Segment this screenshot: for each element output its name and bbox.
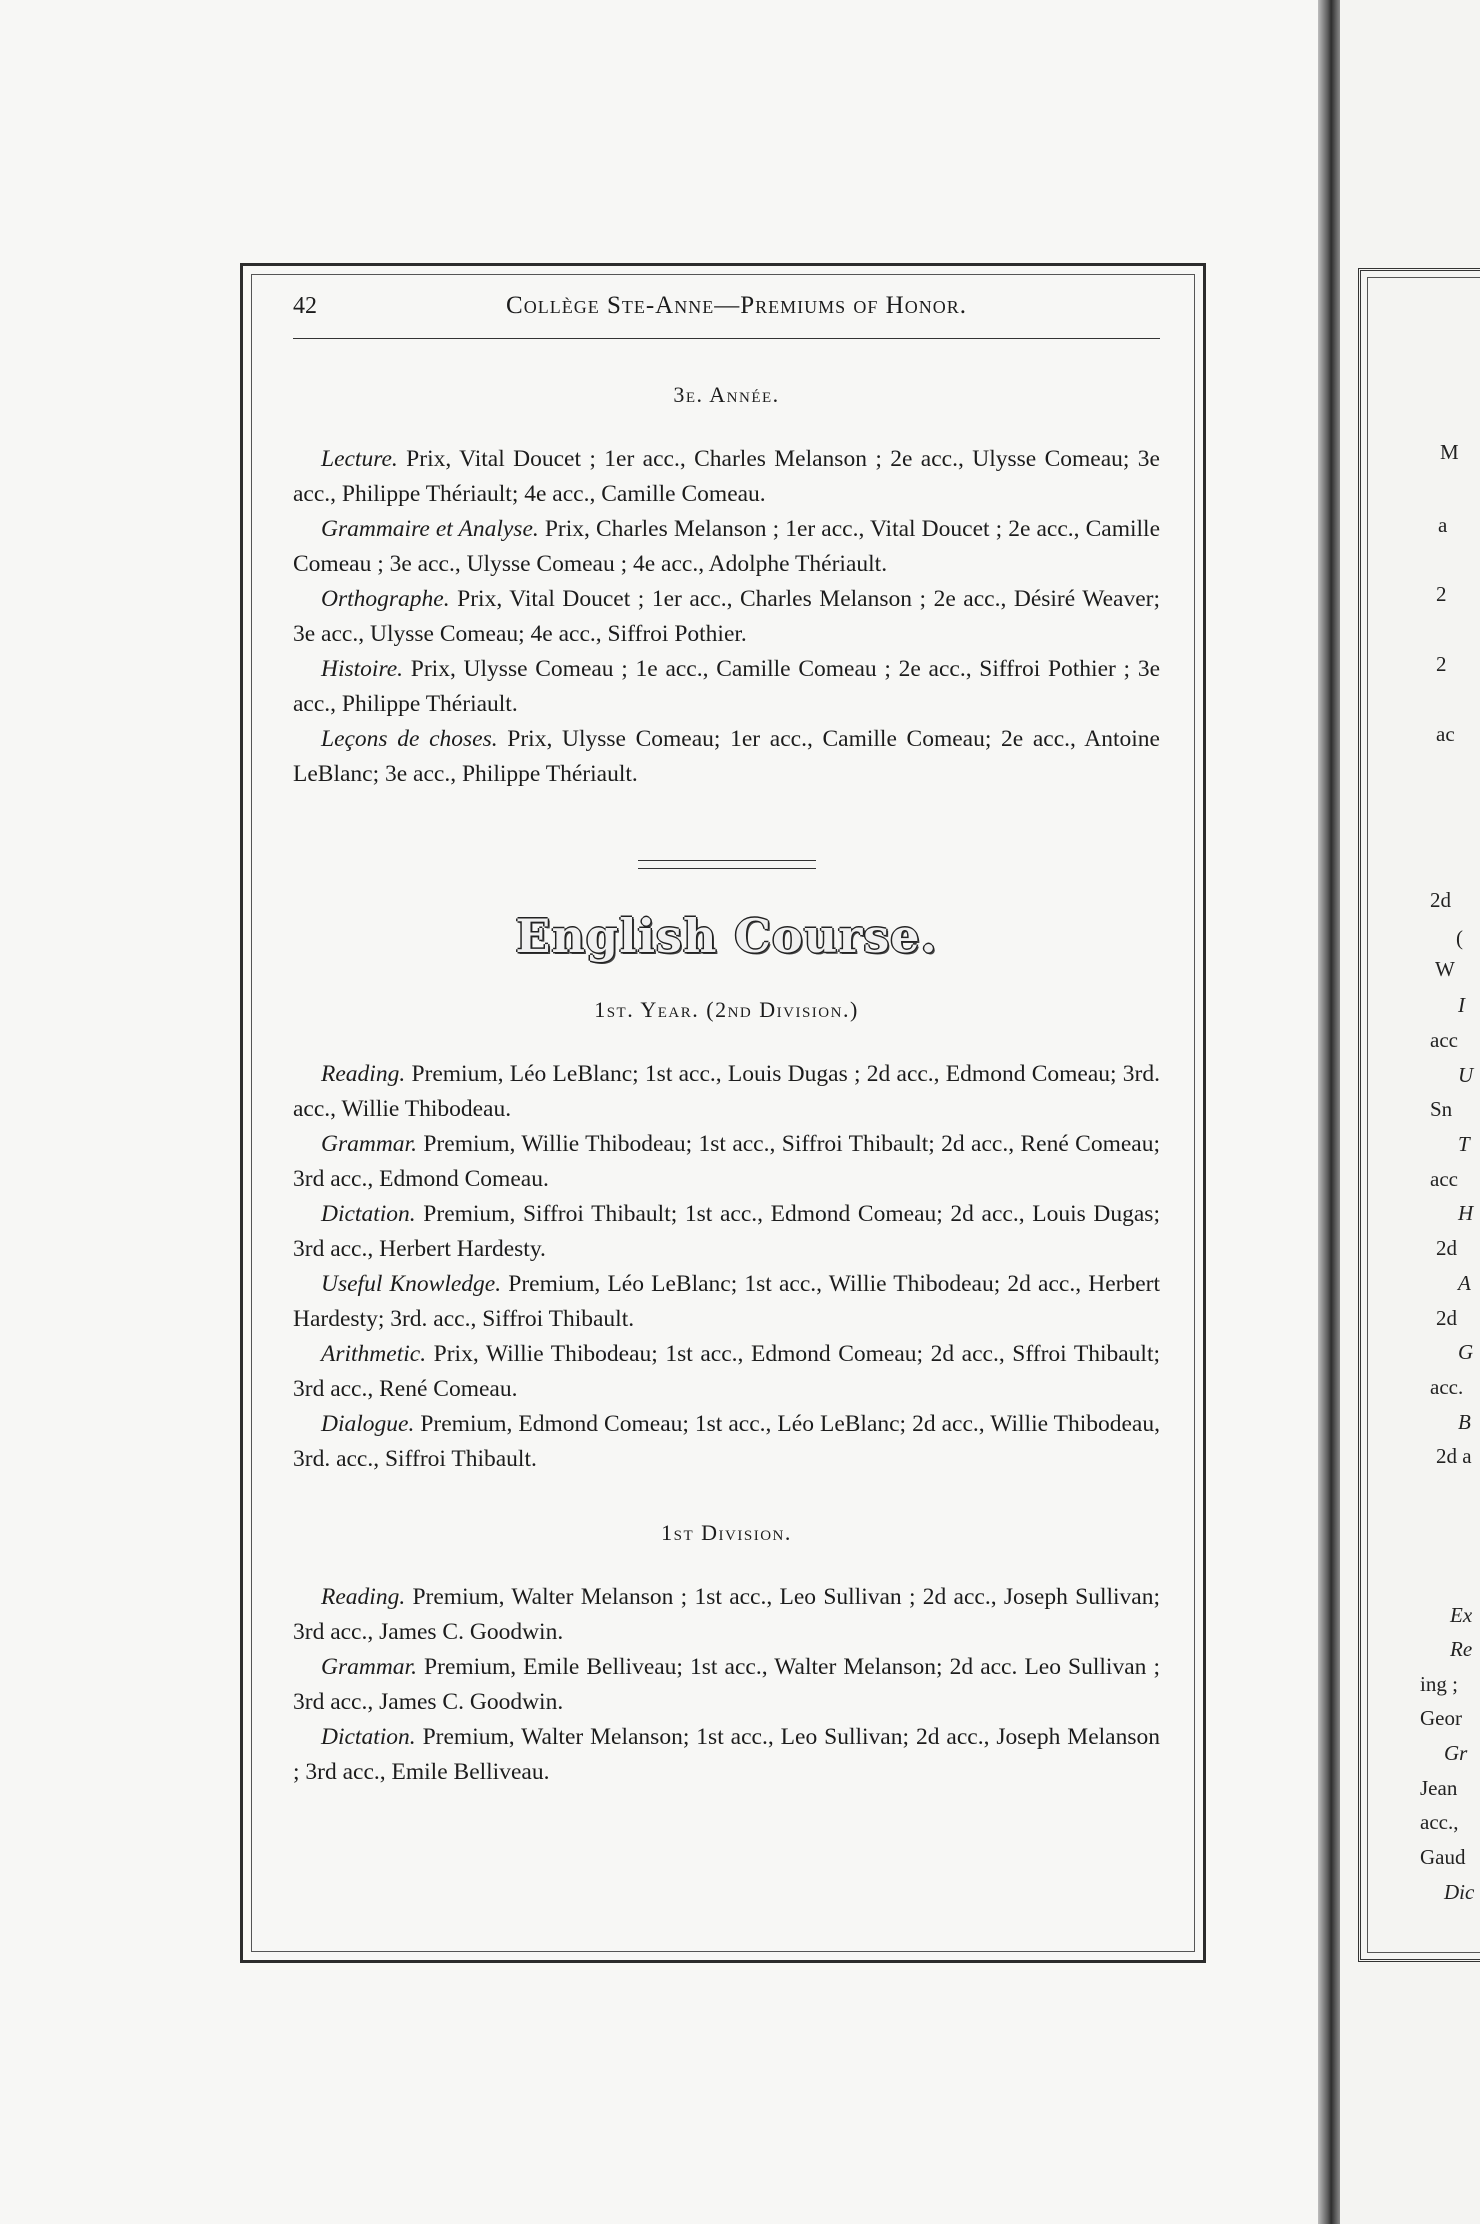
subject-label: Leçons de choses.	[321, 726, 498, 752]
prize-text: Prix, Willie Thibodeau; 1st acc., Edmond Comeau; 2d acc., Sffroi Thibault; 3rd acc., René Comeau.	[293, 1341, 1160, 1402]
facing-fragment: Gr	[1444, 1741, 1468, 1765]
subject-label: Useful Knowledge.	[321, 1271, 502, 1297]
facing-fragment: T	[1458, 1132, 1470, 1156]
facing-fragment: A	[1458, 1271, 1471, 1295]
prize-entry	[293, 1057, 1160, 1127]
facing-fragment: 2	[1436, 582, 1447, 606]
prize-entry	[293, 512, 1160, 582]
facing-fragment: Dic	[1444, 1880, 1475, 1904]
facing-fragment: acc.,	[1420, 1810, 1459, 1834]
page-content	[293, 288, 1160, 1790]
prize-text: Prix, Charles Melanson ; 1er acc., Vital Doucet ; 2e acc., Camille Comeau ; 3e acc., Ulysse Comeau ; 4e acc., Adolphe Thériault.	[293, 516, 1161, 577]
facing-fragment: U	[1458, 1063, 1474, 1087]
subject-label: Reading.	[321, 1061, 406, 1087]
subject-label: Dictation.	[321, 1724, 416, 1750]
facing-fragment: I	[1458, 993, 1465, 1017]
prize-text: Premium, Siffroi Thibault; 1st acc., Edmond Comeau; 2d acc., Louis Dugas; 3rd acc., Herbert Hardesty.	[293, 1201, 1160, 1262]
prize-entry	[293, 1197, 1160, 1267]
facing-fragment: 2d	[1436, 1236, 1457, 1260]
facing-fragment: H	[1458, 1201, 1474, 1225]
prize-text: Premium, Edmond Comeau; 1st acc., Léo LeBlanc; 2d acc., Willie Thibodeau, 3rd. acc., Siffroi Thibault.	[293, 1411, 1160, 1472]
section-divider	[638, 860, 816, 869]
section-heading: 1st Division.	[661, 1520, 792, 1545]
facing-fragment: 2d a	[1436, 1444, 1472, 1468]
subject-label: Grammar.	[321, 1131, 417, 1157]
facing-fragment: acc.	[1430, 1375, 1464, 1399]
running-head: Collège Ste-Anne—Premiums of Honor.	[506, 292, 967, 319]
prize-text: Premium, Léo LeBlanc; 1st acc., Willie Thibodeau; 2d acc., Herbert Hardesty; 3rd. acc., Siffroi Thibault.	[293, 1271, 1161, 1332]
subject-label: Grammaire et Analyse.	[321, 516, 539, 542]
facing-fragment: M	[1440, 440, 1459, 464]
prize-entry	[293, 1267, 1160, 1337]
facing-fragment: Re	[1450, 1637, 1473, 1661]
section-heading: 3e. Année.	[673, 382, 780, 407]
facing-fragment: W	[1435, 957, 1455, 981]
prize-text: Prix, Vital Doucet ; 1er acc., Charles Melanson ; 2e acc., Désiré Weaver; 3e acc., Ulysse Comeau; 4e acc., Siffroi Pothier.	[293, 586, 1160, 647]
subject-label: Grammar.	[321, 1654, 417, 1680]
facing-fragment: 2d	[1430, 888, 1451, 912]
prize-entry	[293, 722, 1160, 792]
prize-entry	[293, 1407, 1160, 1477]
facing-fragment: ac	[1436, 722, 1455, 746]
prize-entry	[293, 1720, 1160, 1790]
prize-entry	[293, 582, 1160, 652]
prize-text: Premium, Willie Thibodeau; 1st acc., Siffroi Thibault; 2d acc., René Comeau; 3rd acc., Edmond Comeau.	[293, 1131, 1160, 1192]
prize-entry	[293, 1127, 1160, 1197]
prize-entry	[293, 652, 1160, 722]
book-gutter	[1318, 0, 1340, 2224]
subject-label: Reading.	[321, 1584, 406, 1610]
prize-entry	[293, 1580, 1160, 1650]
prize-entry	[293, 1650, 1160, 1720]
subject-label: Arithmetic.	[321, 1341, 427, 1367]
facing-fragment: ing ;	[1420, 1672, 1458, 1696]
facing-fragment: B	[1458, 1410, 1471, 1434]
facing-fragment: a	[1438, 513, 1448, 537]
prize-text: Premium, Walter Melanson ; 1st acc., Leo Sullivan ; 2d acc., Joseph Sullivan; 3rd acc., James C. Goodwin.	[293, 1584, 1160, 1645]
prize-entry	[293, 1337, 1160, 1407]
prize-text: Prix, Ulysse Comeau; 1er acc., Camille Comeau; 2e acc., Antoine LeBlanc; 3e acc., Philippe Thériault.	[293, 726, 1160, 787]
subject-label: Dictation.	[321, 1201, 416, 1227]
prize-text: Prix, Ulysse Comeau ; 1e acc., Camille Comeau ; 2e acc., Siffroi Pothier ; 3e acc., Philippe Thériault.	[293, 656, 1160, 717]
subject-label: Orthographe.	[321, 586, 450, 612]
facing-fragment: Gaud	[1420, 1845, 1466, 1869]
prize-text: Premium, Walter Melanson; 1st acc., Leo Sullivan; 2d acc., Joseph Melanson ; 3rd acc., Emile Belliveau.	[293, 1724, 1160, 1785]
subject-label: Dialogue.	[321, 1411, 415, 1437]
prize-entry	[293, 442, 1160, 512]
section-heading: 1st. Year. (2nd Division.)	[594, 997, 859, 1022]
facing-fragment: (	[1456, 926, 1463, 950]
facing-fragment: acc	[1430, 1028, 1458, 1052]
header-rule	[293, 338, 1160, 339]
page-number: 42	[293, 293, 317, 319]
facing-page	[1340, 0, 1480, 2224]
facing-fragment: acc	[1430, 1167, 1458, 1191]
page-header	[293, 288, 1160, 324]
subject-label: Histoire.	[321, 656, 404, 682]
course-title: English Course.	[515, 909, 938, 963]
facing-fragment: Geor	[1420, 1706, 1462, 1730]
facing-fragment: 2	[1436, 652, 1447, 676]
facing-fragment: Sn	[1430, 1097, 1453, 1121]
subject-label: Lecture.	[321, 446, 398, 472]
facing-fragment: G	[1458, 1340, 1474, 1364]
facing-fragment: Ex	[1450, 1603, 1473, 1627]
prize-text: Premium, Emile Belliveau; 1st acc., Walter Melanson; 2d acc. Leo Sullivan ; 3rd acc., James C. Goodwin.	[293, 1654, 1160, 1715]
prize-text: Prix, Vital Doucet ; 1er acc., Charles Melanson ; 2e acc., Ulysse Comeau; 3e acc., Philippe Thériault; 4e acc., Camille Comeau.	[293, 446, 1160, 507]
facing-fragment: 2d	[1436, 1306, 1457, 1330]
facing-fragment: Jean	[1420, 1776, 1458, 1800]
prize-text: Premium, Léo LeBlanc; 1st acc., Louis Dugas ; 2d acc., Edmond Comeau; 3rd. acc., Willie Thibodeau.	[293, 1061, 1160, 1122]
